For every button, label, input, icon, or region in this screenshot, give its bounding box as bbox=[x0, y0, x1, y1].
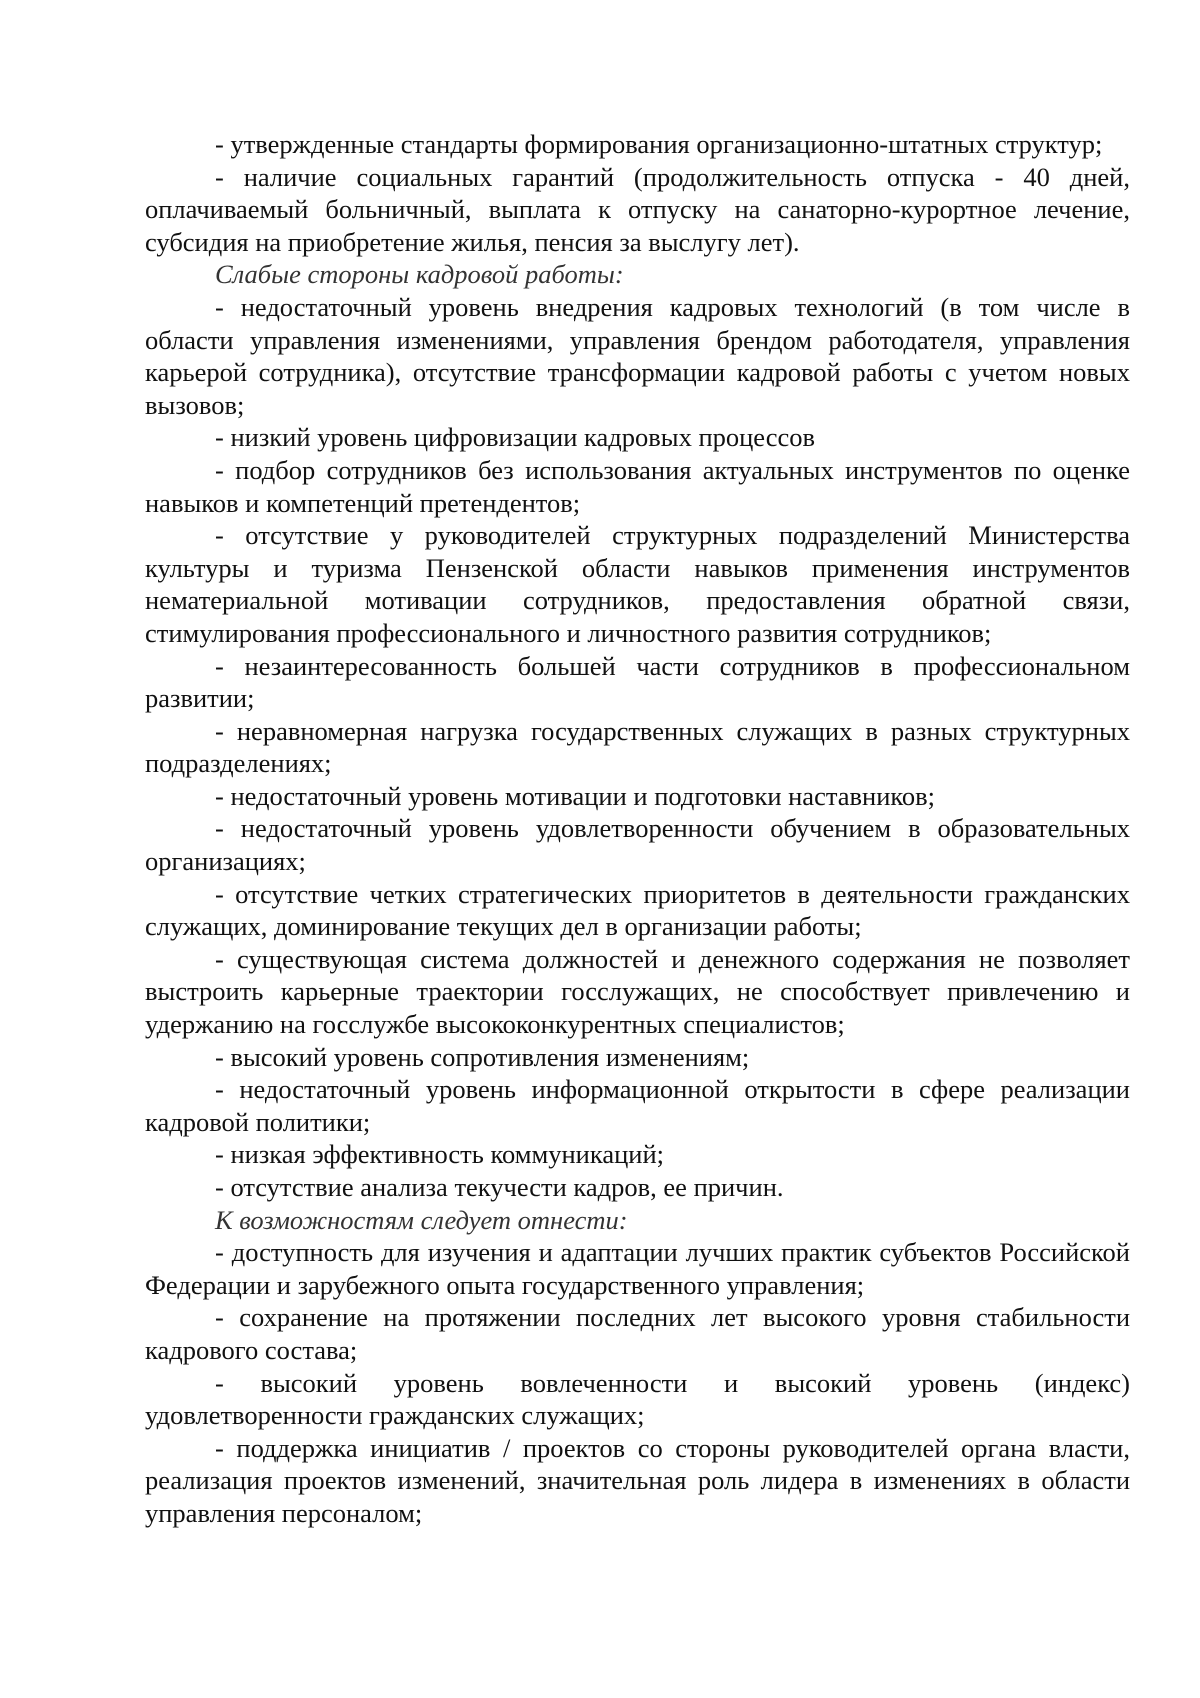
paragraph: - незаинтересованность большей части сотрудников в профессиональном развитии; bbox=[145, 650, 1130, 714]
paragraph: - существующая система должностей и денежного содержания не позволяет выстроить карьерные траектории госслужащих, не способствует привлечению и удержанию на госслужбе высококонкурентных специалистов; bbox=[145, 943, 1130, 1040]
paragraph: - поддержка инициатив / проектов со стороны руководителей органа власти, реализация проектов изменений, значительная роль лидера в изменениях в области управления персоналом; bbox=[145, 1432, 1130, 1528]
paragraph: - доступность для изучения и адаптации лучших практик субъектов Российской Федерации и зарубежного опыта государственного управления; bbox=[145, 1237, 1130, 1300]
paragraph: - наличие социальных гарантий (продолжительность отпуска - 40 дней, оплачиваемый больничный, выплата к отпуску на санаторно-курортное лечение, субсидия на приобретение жилья, пенсия за выслугу лет). bbox=[145, 161, 1130, 257]
paragraph: - недостаточный уровень внедрения кадровых технологий (в том числе в области управления изменениями, управления брендом работодателя, управления карьерой сотрудника), отсутствие трансформации кадровой работы с учетом новых вызовов; bbox=[145, 291, 1130, 420]
paragraph: - недостаточный уровень мотивации и подготовки наставников; bbox=[215, 780, 936, 811]
paragraph: - высокий уровень сопротивления изменениям; bbox=[215, 1041, 750, 1072]
document-page bbox=[145, 128, 1130, 1530]
paragraph: - утвержденные стандарты формирования организационно-штатных структур; bbox=[215, 129, 1103, 159]
paragraph: - отсутствие четких стратегических приоритетов в деятельности гражданских служащих, доминирование текущих дел в организации работы; bbox=[145, 878, 1130, 942]
section-heading-weaknesses: Слабые стороны кадровой работы: bbox=[215, 259, 624, 290]
paragraph: - сохранение на протяжении последних лет высокого уровня стабильности кадрового состава; bbox=[145, 1302, 1130, 1365]
paragraph: - подбор сотрудников без использования актуальных инструментов по оценке навыков и компетенций претендентов; bbox=[145, 454, 1130, 518]
paragraph: - высокий уровень вовлеченности и высокий уровень (индекс) удовлетворенности гражданских служащих; bbox=[145, 1367, 1130, 1431]
paragraph: - низкая эффективность коммуникаций; bbox=[215, 1139, 665, 1170]
paragraph: - низкий уровень цифровизации кадровых процессов bbox=[215, 422, 816, 453]
paragraph: - отсутствие анализа текучести кадров, ее причин. bbox=[215, 1172, 784, 1202]
paragraph: - недостаточный уровень удовлетворенности обучением в образовательных организациях; bbox=[145, 813, 1130, 877]
section-heading-opportunities: К возможностям следует отнести: bbox=[215, 1204, 628, 1235]
paragraph: - недостаточный уровень информационной открытости в сфере реализации кадровой политики; bbox=[145, 1074, 1130, 1137]
paragraph: - отсутствие у руководителей структурных подразделений Министерства культуры и туризма Пензенской области навыков применения инструментов нематериальной мотивации сотрудников, предоставления обратной связи, стимулирования профессионального и личностного развития сотрудников; bbox=[145, 520, 1130, 648]
paragraph: - неравномерная нагрузка государственных служащих в разных структурных подразделениях; bbox=[145, 715, 1130, 779]
